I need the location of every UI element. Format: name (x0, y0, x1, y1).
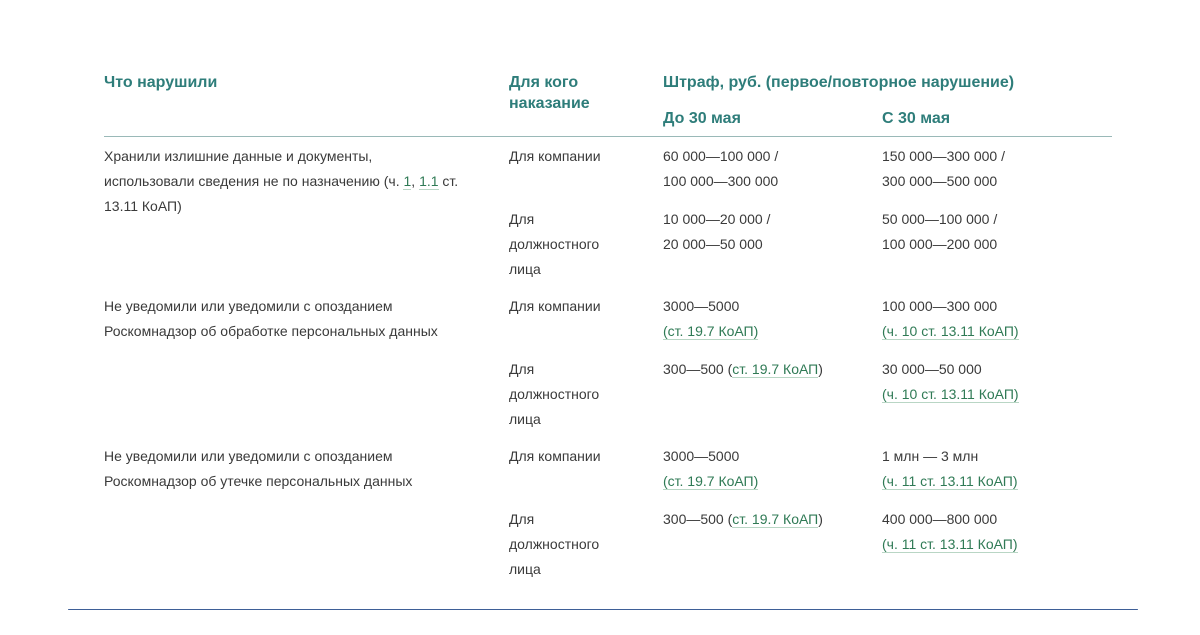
violation-2: Не уведомили или уведомили с опозданием Роскомнадзор об обработке персональных данных (104, 298, 438, 339)
law-link[interactable]: (ч. 11 ст. 13.11 КоАП) (882, 473, 1018, 489)
who-official: Для должностного лица (509, 511, 600, 577)
law-link[interactable]: (ч. 11 ст. 13.11 КоАП) (882, 536, 1018, 552)
fine-before: 60 000—100 000 / 100 000—300 000 (663, 148, 779, 189)
who-company: Для компании (509, 148, 601, 164)
header-divider (104, 136, 1112, 137)
violation-3: Не уведомили или уведомили с опозданием Роскомнадзор об утечке персональных данных (104, 448, 413, 489)
fine-after: 50 000—100 000 / 100 000—200 000 (882, 211, 998, 252)
who-official: Для должностного лица (509, 211, 600, 277)
fine-before: 10 000—20 000 / 20 000—50 000 (663, 211, 771, 252)
law-link[interactable]: (ст. 19.7 КоАП) (663, 473, 759, 489)
law-link[interactable]: ст. 19.7 КоАП (732, 511, 819, 527)
fine-before: 3000—5000 (ст. 19.7 КоАП) (663, 298, 759, 339)
fine-after: 30 000—50 000 (ч. 10 ст. 13.11 КоАП) (882, 361, 1019, 402)
bottom-border (68, 609, 1138, 610)
fine-before: 300—500 (ст. 19.7 КоАП) (663, 511, 823, 527)
header-who: Для кого наказание (509, 74, 590, 112)
law-link[interactable]: (ч. 10 ст. 13.11 КоАП) (882, 323, 1019, 339)
violation-1: Хранили излишние данные и документы, использовали сведения не по назначению (ч. 1, 1.1 ст. 13.11 КоАП) (104, 148, 459, 214)
law-link[interactable]: 1 (403, 173, 412, 189)
fine-after: 150 000—300 000 / 300 000—500 000 (882, 148, 1005, 189)
header-after: С 30 мая (882, 110, 951, 127)
law-link[interactable]: (ст. 19.7 КоАП) (663, 323, 759, 339)
law-link[interactable]: (ч. 10 ст. 13.11 КоАП) (882, 386, 1019, 402)
fine-before: 3000—5000 (ст. 19.7 КоАП) (663, 448, 759, 489)
fine-after: 1 млн — 3 млн (ч. 11 ст. 13.11 КоАП) (882, 448, 1018, 489)
fine-before: 300—500 (ст. 19.7 КоАП) (663, 361, 823, 377)
who-official: Для должностного лица (509, 361, 600, 427)
law-link[interactable]: 1.1 (419, 173, 439, 189)
header-fine: Штраф, руб. (первое/повторное нарушение) (663, 74, 1015, 91)
header-violation: Что нарушили (104, 74, 218, 91)
fine-after: 100 000—300 000 (ч. 10 ст. 13.11 КоАП) (882, 298, 1019, 339)
law-link[interactable]: ст. 19.7 КоАП (732, 361, 819, 377)
who-company: Для компании (509, 448, 601, 464)
header-before: До 30 мая (663, 110, 741, 127)
who-company: Для компании (509, 298, 601, 314)
fine-after: 400 000—800 000 (ч. 11 ст. 13.11 КоАП) (882, 511, 1018, 552)
